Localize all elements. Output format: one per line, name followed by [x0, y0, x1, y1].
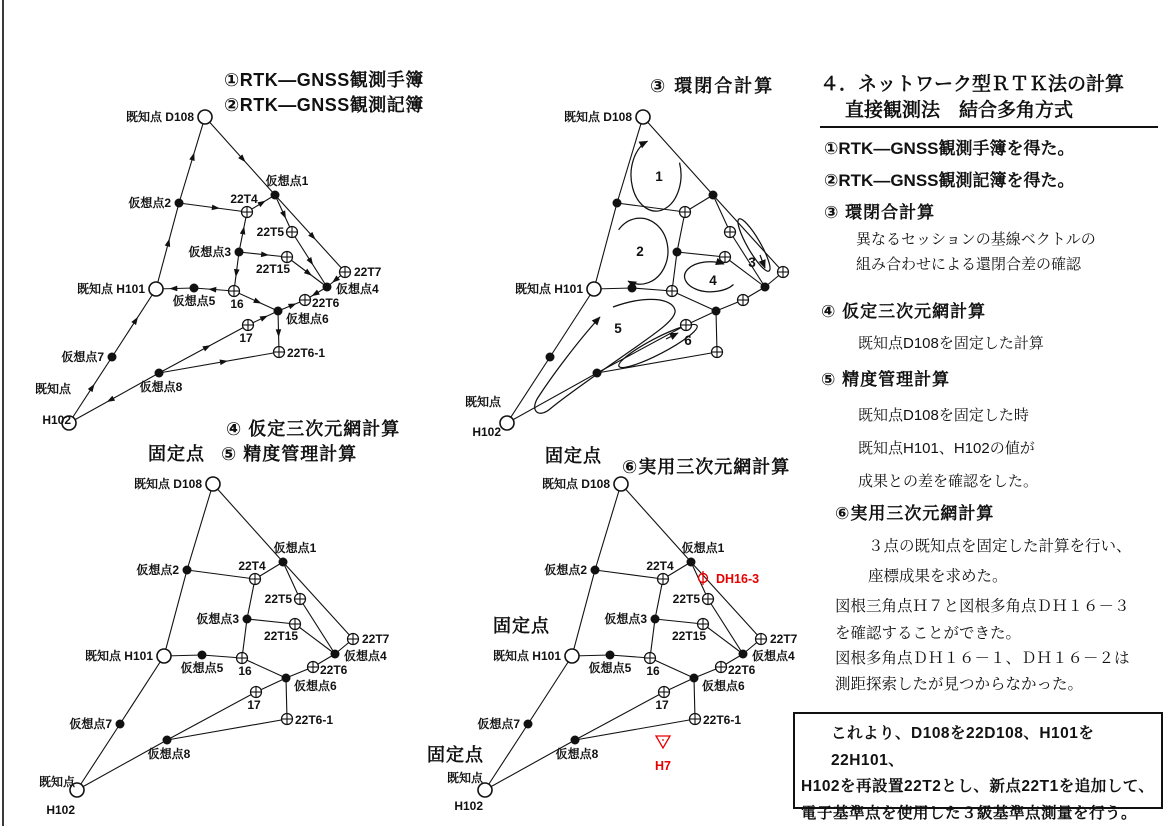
network-edge-v8-t61 [167, 719, 287, 740]
network-edge-v8-s17 [167, 692, 256, 740]
label-H102-line2: H102 [42, 413, 71, 427]
network-edge-v2-D108 [617, 117, 643, 203]
label-t7: 22T7 [770, 632, 798, 646]
label-t4: 22T4 [238, 559, 266, 573]
panel-step6-note2: 座標成果を求めた。 [868, 568, 1008, 585]
label-v5: 仮想点5 [588, 661, 632, 675]
label-H101: 既知点 H101 [492, 649, 561, 663]
diagram1-title-line2: ②RTK―GNSS観測記簿 [224, 95, 424, 115]
panel-step3-note2: 組み合わせによる還閉合差の確認 [856, 256, 1082, 273]
observation-arrow [253, 298, 261, 304]
panel-step6-note1: ３点の既知点を固定した計算を行い、 [868, 538, 1132, 555]
network-edge-t15-v4 [295, 624, 335, 654]
node-virtual-v8 [163, 736, 172, 745]
panel-result2-line2: 測距探索したが見つからなかった。 [835, 676, 1084, 693]
node-virtual-v5 [198, 651, 207, 660]
node-virtual-v8 [593, 369, 602, 378]
network-edge-v8-H102 [507, 373, 597, 423]
panel-step4: ④ 仮定三次元網計算 [821, 302, 987, 321]
observation-arrow [304, 269, 312, 276]
label-H102-line1: 既知点 [464, 395, 501, 409]
node-virtual-v8 [155, 369, 164, 378]
label-H102-line1: 既知点 [446, 771, 483, 785]
panel-step6: ⑥実用三次元網計算 [835, 504, 995, 523]
label-v6: 仮想点6 [286, 312, 329, 326]
network-edge-H102-v7 [77, 724, 120, 790]
label-H102-line1: 既知点 [34, 382, 71, 396]
label-s16: 16 [230, 297, 244, 311]
panel-step5: ⑤ 精度管理計算 [821, 370, 951, 389]
node-known-D108 [636, 110, 650, 124]
label-v4: 仮想点4 [752, 649, 795, 663]
label-v1: 仮想点1 [273, 541, 317, 555]
diagram-rtk-gnss-observation-network [0, 65, 440, 455]
node-virtual-v5 [606, 651, 615, 660]
label-t6: 22T6 [312, 296, 340, 310]
network-edge-D108-v1 [213, 484, 283, 562]
panel-result1-line1: 図根三角点Ｈ７と図根多角点ＤＨ１６－３ [835, 598, 1130, 615]
fixed-point-label-c: 固定点 [148, 444, 205, 464]
h7-center-dot [662, 739, 664, 741]
node-virtual-v4 [323, 283, 332, 292]
panel-title-line1: ４．ネットワーク型ＲＴＫ法の計算 [820, 74, 1125, 95]
diagram6-title: ⑥実用三次元網計算 [622, 457, 791, 477]
loop-number-4: 4 [709, 273, 717, 288]
label-t6: 22T6 [728, 663, 756, 677]
node-virtual-v6 [690, 674, 699, 683]
diagram1-title-line1: ①RTK―GNSS観測手簿 [224, 70, 424, 90]
network-edge-t15-v4 [725, 257, 765, 287]
network-edge-v7-H101 [550, 289, 594, 357]
node-known-H102 [500, 416, 514, 430]
conclusion-line-2: H102を再設置22T2とし、新点22T1を追加して、 [801, 778, 1155, 795]
label-t61: 22T6-1 [295, 713, 334, 727]
loop-number-2: 2 [636, 244, 644, 259]
observation-arrow [107, 396, 115, 402]
node-virtual-v2 [591, 566, 600, 575]
node-virtual-v7 [108, 353, 117, 362]
node-virtual-v3 [651, 615, 660, 624]
node-virtual-v5 [628, 284, 637, 293]
label-t7: 22T7 [362, 632, 390, 646]
network-edge-v6-t61 [286, 678, 287, 719]
node-known-D108 [614, 477, 628, 491]
observation-arrow [88, 384, 95, 392]
observation-arrow [212, 205, 220, 211]
network-edge-H101-v2 [572, 570, 595, 656]
network-edge-H101-v2 [164, 570, 187, 656]
label-v4: 仮想点4 [336, 282, 379, 296]
label-t4: 22T4 [230, 192, 258, 206]
node-virtual-v6 [274, 307, 283, 316]
label-t7: 22T7 [354, 265, 382, 279]
panel-result1-line2: を確認することができた。 [835, 625, 1022, 642]
label-v8: 仮想点8 [139, 380, 183, 394]
node-known-H102 [478, 783, 492, 797]
node-known-D108 [198, 110, 212, 124]
node-virtual-v7 [524, 720, 533, 729]
node-known-H101 [587, 282, 601, 296]
panel-step5-note1: 既知点D108を固定した時 [858, 407, 1029, 424]
node-virtual-v3 [243, 615, 252, 624]
label-H102-line1: 既知点 [38, 775, 75, 789]
node-virtual-v4 [739, 650, 748, 659]
network-edge-D108-v1 [621, 484, 691, 562]
label-H102-line2: H102 [454, 799, 483, 813]
conclusion-box [793, 712, 1163, 822]
network-edge-t5-v4 [708, 599, 743, 654]
label-D108: 既知点 D108 [133, 477, 202, 491]
panel-step3: ③ 環閉合計算 [824, 203, 936, 222]
node-virtual-v1 [271, 191, 280, 200]
observation-arrow [220, 360, 228, 366]
conclusion-line-1: これより、D108を22D108、H101を22H101、 [831, 725, 1095, 769]
observation-arrow [169, 286, 177, 292]
label-v7: 仮想点7 [69, 717, 112, 731]
panel-step5-note3: 成果との差を確認をした。 [858, 473, 1039, 490]
panel-step2: ②RTK―GNSS観測記簿を得た。 [824, 171, 1075, 190]
label-s17: 17 [655, 698, 669, 712]
network-edge-D108-v1 [643, 117, 713, 195]
label-t15: 22T15 [255, 262, 290, 276]
label-v7: 仮想点7 [477, 717, 520, 731]
network-edge-v3-t15 [677, 252, 725, 257]
network-edge-v3-t15 [655, 619, 703, 624]
label-H101: 既知点 H101 [84, 649, 153, 663]
h7-triangle-icon [656, 736, 670, 748]
label-v5: 仮想点5 [172, 294, 216, 308]
panel-step5-note2: 既知点H101、H102の値が [858, 440, 1035, 457]
node-virtual-v7 [116, 720, 125, 729]
observation-arrow [288, 303, 296, 309]
diagram45-title-line2: ⑤ 精度管理計算 [221, 444, 358, 464]
network-edge-v6-t61 [694, 678, 695, 719]
label-t6: 22T6 [320, 663, 348, 677]
network-edge-v7-H101 [528, 656, 572, 724]
node-virtual-v2 [183, 566, 192, 575]
label-v2: 仮想点2 [544, 563, 587, 577]
network-edge-D108-v1 [205, 117, 275, 195]
label-s16: 16 [238, 664, 252, 678]
loop-number-5: 5 [614, 321, 622, 336]
observation-arrow [261, 252, 269, 258]
network-edge-v8-s17 [575, 692, 664, 740]
observation-arrow [257, 201, 265, 208]
network-edge-v8-s17 [597, 325, 686, 373]
panel-title-underline [820, 126, 1158, 128]
label-t4: 22T4 [646, 559, 674, 573]
label-t61: 22T6-1 [287, 346, 326, 360]
node-virtual-v1 [709, 191, 718, 200]
loop-number-1: 1 [655, 169, 663, 184]
label-t5: 22T5 [264, 592, 292, 606]
network-edge-v6-t61 [716, 311, 717, 352]
panel-title-line2: 直接観測法 結合多角方式 [845, 100, 1074, 121]
node-virtual-v2 [613, 199, 622, 208]
label-H101: 既知点 H101 [514, 282, 583, 296]
label-DH16-3: DH16-3 [716, 572, 760, 586]
node-virtual-v3 [673, 248, 682, 257]
panel-step1: ①RTK―GNSS観測手簿を得た。 [824, 139, 1075, 158]
observation-arrow [280, 210, 286, 218]
node-virtual-v5 [190, 284, 199, 293]
label-v2: 仮想点2 [136, 563, 179, 577]
node-virtual-v3 [235, 248, 244, 257]
network-edge-v8-t61 [575, 719, 695, 740]
network-edge-v2-D108 [187, 484, 213, 570]
node-known-H101 [157, 649, 171, 663]
panel-result2-line1: 図根多角点ＤＨ１６－１、ＤＨ１６－２は [835, 650, 1130, 667]
label-v1: 仮想点1 [681, 541, 725, 555]
loop-6-direction-arrow [666, 333, 678, 339]
network-edge-v3-t15 [247, 619, 295, 624]
node-virtual-v2 [175, 199, 184, 208]
label-v7: 仮想点7 [61, 350, 104, 364]
network-edge-t5-v4 [300, 599, 335, 654]
label-v2: 仮想点2 [128, 196, 171, 210]
label-v4: 仮想点4 [344, 649, 387, 663]
conclusion-line-3: 電子基準点を使用した３級基準点測量を行う。 [801, 804, 1138, 822]
panel-step4-note1: 既知点D108を固定した計算 [858, 335, 1044, 352]
label-v5: 仮想点5 [180, 661, 224, 675]
network-edge-H101-v2 [594, 203, 617, 289]
label-H102-line2: H102 [46, 803, 75, 817]
label-v1: 仮想点1 [265, 174, 309, 188]
node-virtual-v1 [687, 558, 696, 567]
network-edge-s16-v6 [672, 291, 716, 311]
network-edge-t15-v4 [703, 624, 743, 654]
diagram45-title-line1: ④ 仮定三次元網計算 [226, 419, 401, 439]
label-v3: 仮想点3 [196, 612, 239, 626]
label-t61: 22T6-1 [703, 713, 742, 727]
panel-step3-note1: 異なるセッションの基線ベクトルの [856, 231, 1096, 248]
label-s17: 17 [247, 698, 261, 712]
node-virtual-v4 [761, 283, 770, 292]
network-edge-v7-H101 [120, 656, 164, 724]
loop-number-3: 3 [748, 255, 756, 270]
fixed-point-label-d3: 固定点 [427, 745, 484, 765]
label-D108: 既知点 D108 [563, 110, 632, 124]
node-virtual-v4 [331, 650, 340, 659]
observation-arrow [240, 226, 245, 234]
node-known-D108 [206, 477, 220, 491]
label-D108: 既知点 D108 [541, 477, 610, 491]
label-D108: 既知点 D108 [125, 110, 194, 124]
network-edge-H102-v7 [485, 724, 528, 790]
node-virtual-v6 [712, 307, 721, 316]
observation-arrow [260, 316, 268, 322]
label-t15: 22T15 [671, 629, 706, 643]
label-v3: 仮想点3 [188, 245, 231, 259]
diagram3-title: ③ 環閉合計算 [650, 76, 775, 96]
label-t5: 22T5 [256, 225, 284, 239]
network-edge-v2-D108 [595, 484, 621, 570]
label-s17: 17 [239, 331, 253, 345]
label-H102-line2: H102 [472, 425, 501, 439]
label-v8: 仮想点8 [147, 747, 191, 761]
label-v3: 仮想点3 [604, 612, 647, 626]
node-virtual-v1 [279, 558, 288, 567]
diagram-loop-closure-calculation [438, 65, 878, 455]
observation-arrow [189, 153, 194, 161]
network-edge-v8-s17 [159, 325, 248, 373]
node-virtual-v7 [546, 353, 555, 362]
fixed-point-label-d1: 固定点 [545, 446, 602, 466]
label-t15: 22T15 [263, 629, 298, 643]
label-s16: 16 [646, 664, 660, 678]
label-H7: H7 [655, 759, 671, 773]
observation-arrow [276, 329, 282, 337]
network-edge-v8-t61 [159, 352, 279, 373]
label-v8: 仮想点8 [555, 747, 599, 761]
diagram-assumed-3d-network [8, 432, 448, 822]
label-t5: 22T5 [672, 592, 700, 606]
observation-arrow [165, 239, 170, 247]
fixed-point-label-d2: 固定点 [493, 616, 550, 636]
observation-arrow [234, 269, 240, 277]
node-known-H101 [565, 649, 579, 663]
observation-arrow [306, 257, 313, 265]
loop-number-6: 6 [684, 333, 692, 348]
label-H101: 既知点 H101 [76, 282, 145, 296]
observation-arrow [131, 317, 138, 325]
node-virtual-v6 [282, 674, 291, 683]
node-virtual-v8 [571, 736, 580, 745]
node-known-H101 [149, 282, 163, 296]
observation-arrow [202, 345, 210, 351]
label-v6: 仮想点6 [702, 679, 745, 693]
label-v6: 仮想点6 [294, 679, 337, 693]
